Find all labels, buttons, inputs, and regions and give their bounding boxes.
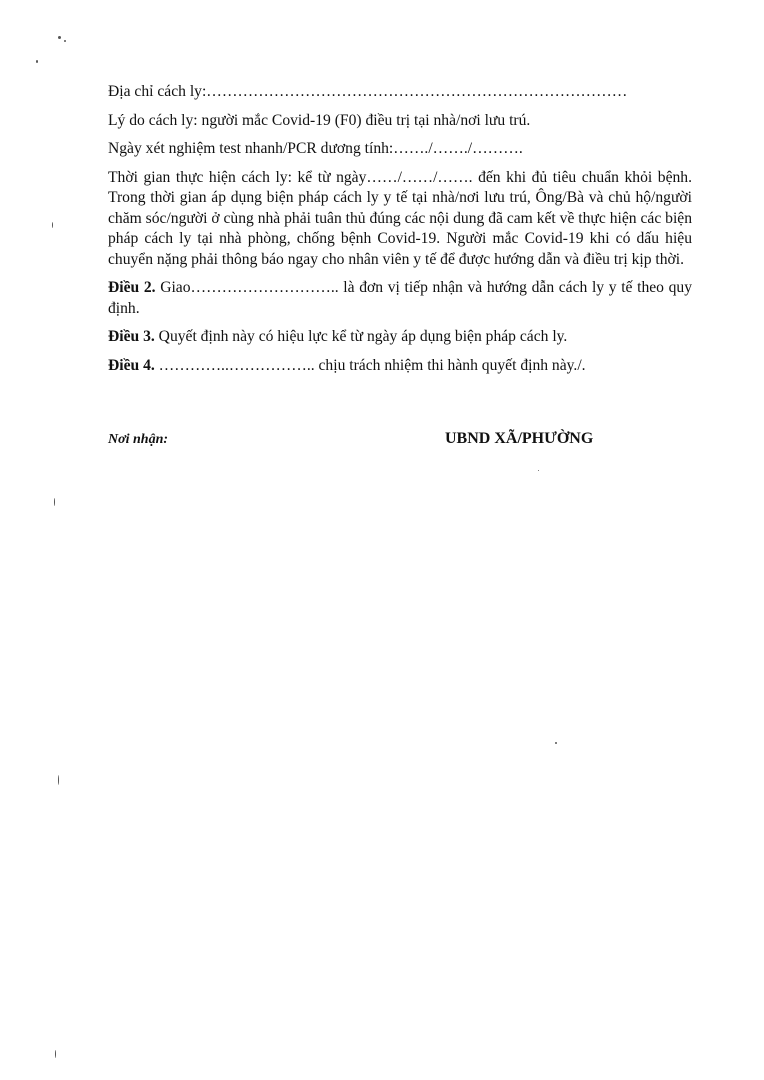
scan-speck [58, 775, 59, 785]
scan-speck [55, 1050, 56, 1058]
article-3-label: Điều 3. [108, 328, 155, 345]
scan-speck [555, 742, 557, 744]
article-3 [108, 327, 692, 348]
article-2 [108, 278, 692, 319]
article-2-label: Điều 2. [108, 279, 156, 296]
scan-speck [58, 36, 61, 39]
scan-speck [538, 470, 539, 471]
duration-paragraph: Thời gian thực hiện cách ly: kể từ ngày……/……/……. đến khi đủ tiêu chuẩn khỏi bệnh. Trong thời gian áp dụng biện pháp cách ly y tế tại nhà/nơi lưu trú, Ông/Bà và chủ hộ/người chăm sóc/người ở cùng nhà phải tuân thủ đúng các nội dung đã cam kết về thực hiện các biện pháp cách ly tại nhà phòng, chống bệnh Covid-19. Người mắc Covid-19 khi có dấu hiệu chuyển nặng phải thông báo ngay cho nhân viên y tế để được hướng dẫn và điều trị kịp thời. [108, 168, 692, 268]
scan-speck [36, 60, 38, 63]
article-2-text: Giao……………………….. là đơn vị tiếp nhận và hướng dẫn cách ly y tế theo quy định. [108, 279, 693, 317]
article-4 [108, 356, 692, 377]
document-body [108, 82, 692, 384]
scan-speck [54, 498, 55, 506]
article-4-label: Điều 4. [108, 356, 155, 374]
scan-speck [52, 222, 53, 228]
signature-block [108, 430, 692, 454]
article-4-text: …………..…………….. chịu trách nhiệm thi hành quyết định này./. [154, 356, 586, 374]
article-3-text: Quyết định này có hiệu lực kể từ ngày áp dụng biện pháp cách ly. [154, 328, 568, 345]
recipients-label: Nơi nhận: [108, 432, 169, 447]
test-date-line: Ngày xét nghiệm test nhanh/PCR dương tính:……./……./………. [108, 140, 523, 157]
scan-speck [64, 40, 66, 42]
issuing-authority: UBND XÃ/PHƯỜNG [445, 430, 594, 447]
address-line: Địa chỉ cách ly:……………………………………………………………………… [108, 83, 628, 100]
reason-line: Lý do cách ly: người mắc Covid-19 (F0) điều trị tại nhà/nơi lưu trú. [108, 111, 531, 129]
